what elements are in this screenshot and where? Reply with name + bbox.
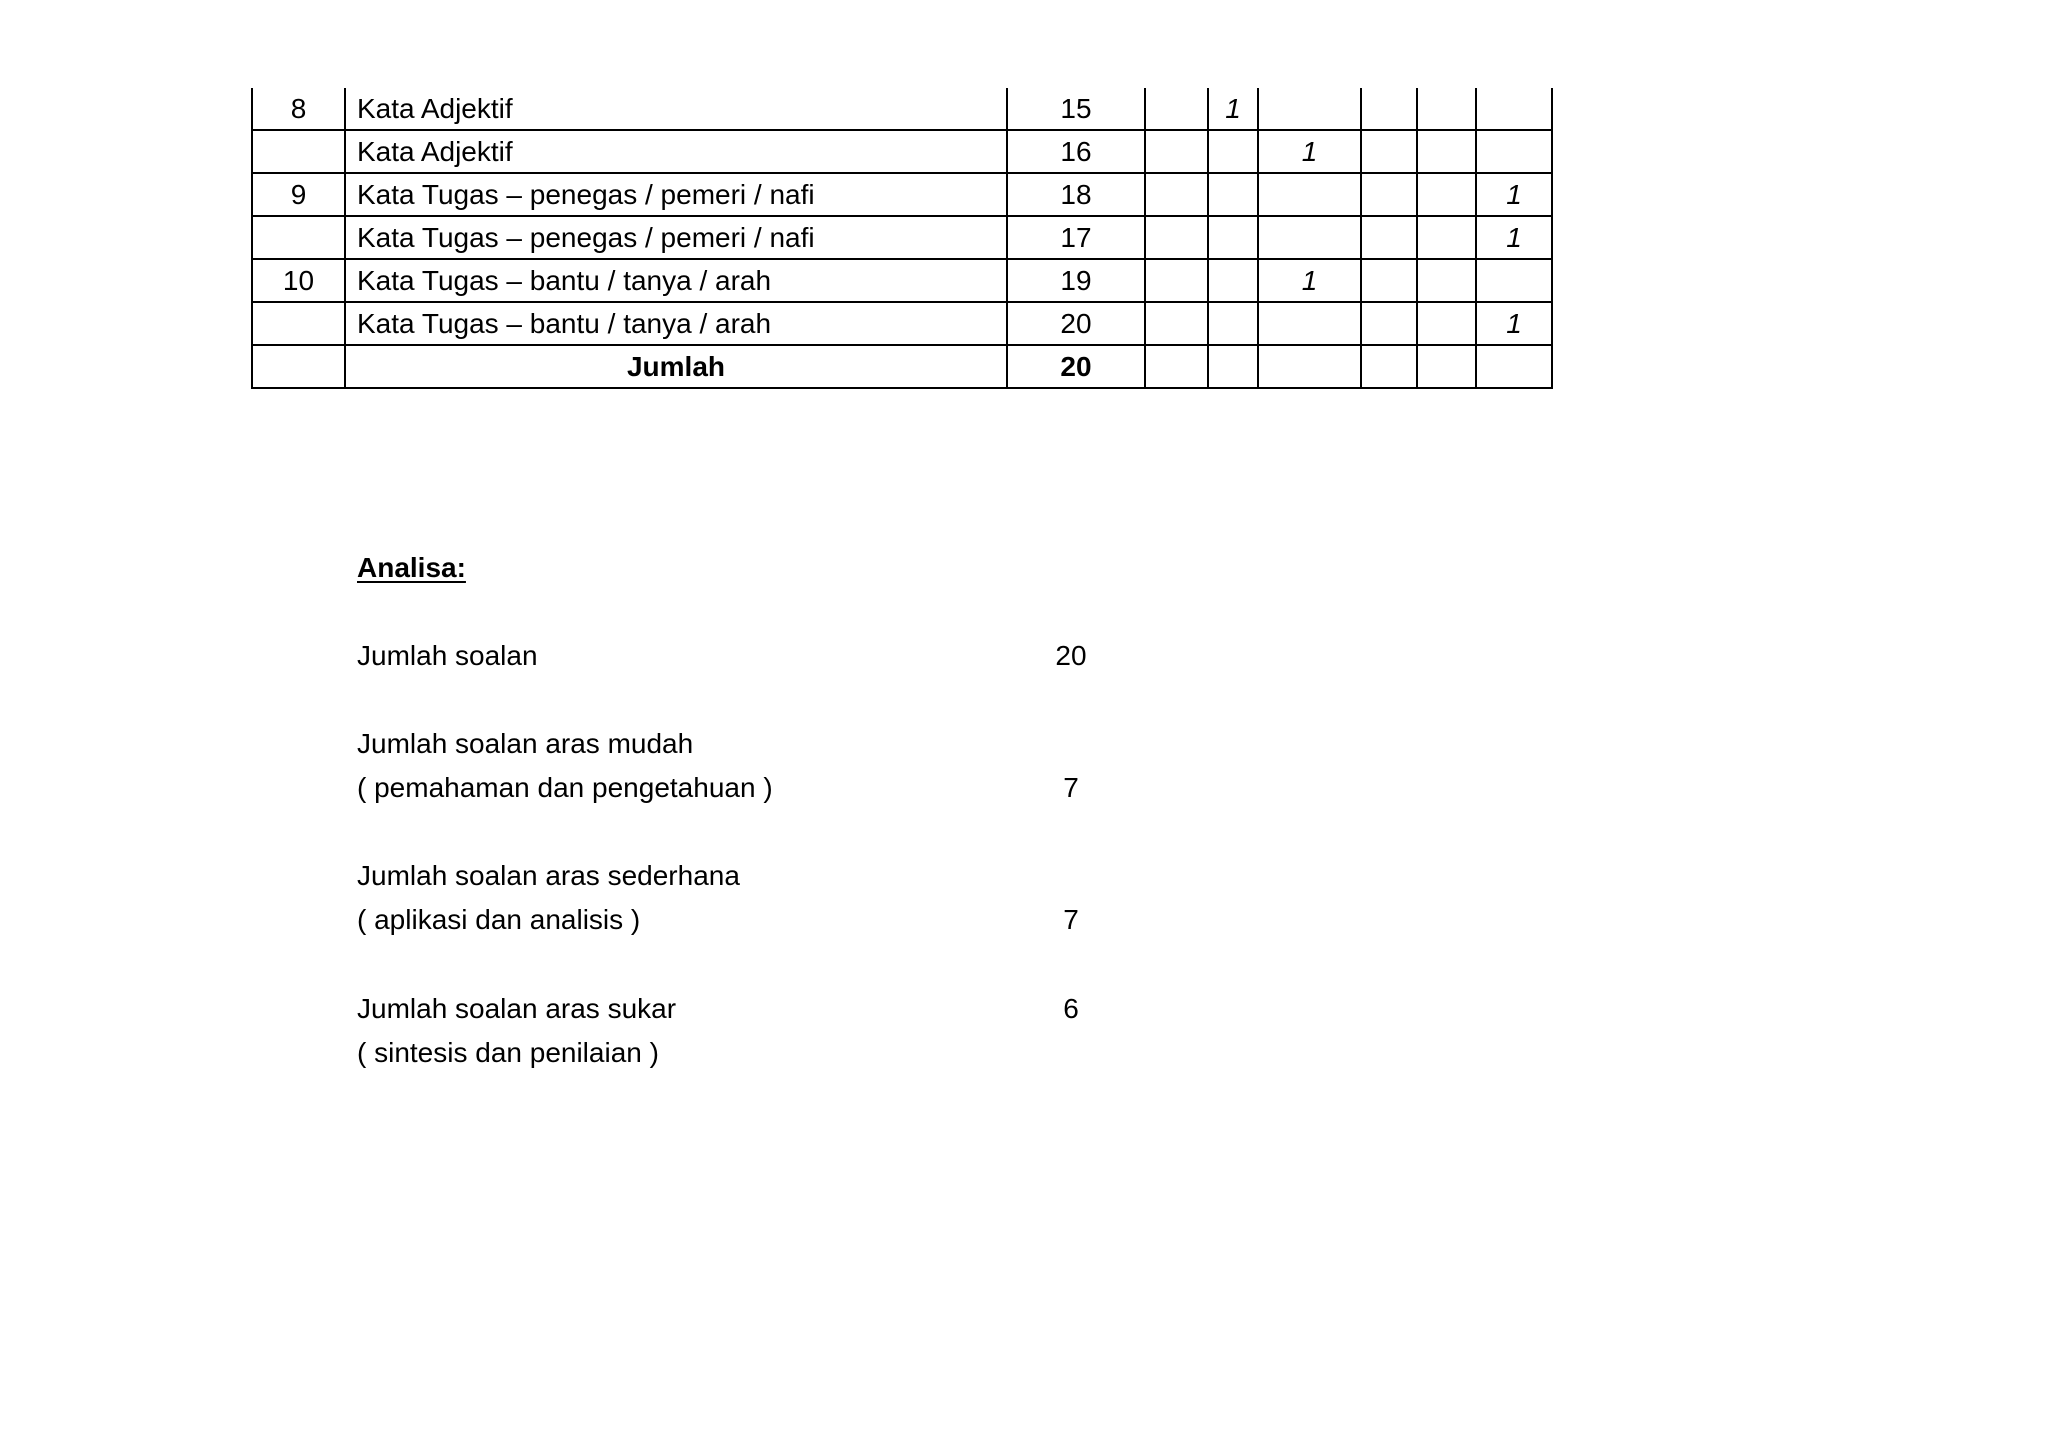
hard-questions-sub: ( sintesis dan penilaian ): [357, 1037, 659, 1068]
row-level-cell: [1361, 173, 1417, 216]
total-value: 20: [1007, 345, 1145, 388]
row-level-cell: [1258, 88, 1361, 130]
row-topic: Kata Tugas – penegas / pemeri / nafi: [345, 216, 1007, 259]
row-level-cell: [1361, 130, 1417, 173]
row-level-cell: [1258, 173, 1361, 216]
total-empty-cell: [252, 345, 345, 388]
row-level-cell: [1417, 216, 1476, 259]
row-level-cell: [1417, 130, 1476, 173]
total-empty-cell: [1476, 345, 1552, 388]
row-number: [252, 130, 345, 173]
total-questions-label: Jumlah soalan: [357, 640, 538, 671]
row-level-cell: [1417, 88, 1476, 130]
row-level-cell: 1: [1208, 88, 1258, 130]
row-level-cell: [1417, 302, 1476, 345]
row-question-number: 18: [1007, 173, 1145, 216]
row-level-cell: [1361, 88, 1417, 130]
total-label: Jumlah: [345, 345, 1007, 388]
row-question-number: 20: [1007, 302, 1145, 345]
total-empty-cell: [1258, 345, 1361, 388]
row-topic: Kata Adjektif: [345, 88, 1007, 130]
analysis-heading: Analisa:: [357, 552, 466, 583]
analysis-section: [357, 0, 1257, 1100]
row-level-cell: 1: [1258, 130, 1361, 173]
total-questions-value: 20: [1055, 640, 1087, 671]
total-empty-cell: [1417, 345, 1476, 388]
row-level-cell: 1: [1476, 216, 1552, 259]
row-level-cell: [1476, 88, 1552, 130]
row-topic: Kata Tugas – penegas / pemeri / nafi: [345, 173, 1007, 216]
row-level-cell: 1: [1476, 302, 1552, 345]
easy-questions-value: 7: [1063, 772, 1079, 803]
row-number: 9: [252, 173, 345, 216]
row-number: 8: [252, 88, 345, 130]
medium-questions-sub: ( aplikasi dan analisis ): [357, 904, 641, 935]
row-number: [252, 216, 345, 259]
hard-questions-value: 6: [1063, 993, 1079, 1024]
row-level-cell: [1361, 302, 1417, 345]
row-topic: Kata Tugas – bantu / tanya / arah: [345, 259, 1007, 302]
hard-questions-label: Jumlah soalan aras sukar: [357, 993, 677, 1024]
row-question-number: 17: [1007, 216, 1145, 259]
row-level-cell: [1361, 259, 1417, 302]
row-level-cell: [1258, 216, 1361, 259]
row-level-cell: [1361, 216, 1417, 259]
easy-questions-sub: ( pemahaman dan pengetahuan ): [357, 772, 773, 803]
row-level-cell: [1417, 259, 1476, 302]
total-empty-cell: [1361, 345, 1417, 388]
row-level-cell: [1476, 259, 1552, 302]
row-number: 10: [252, 259, 345, 302]
row-level-cell: 1: [1476, 173, 1552, 216]
medium-questions-label: Jumlah soalan aras sederhana: [357, 860, 740, 891]
row-question-number: 15: [1007, 88, 1145, 130]
row-topic: Kata Tugas – bantu / tanya / arah: [345, 302, 1007, 345]
row-number: [252, 302, 345, 345]
row-level-cell: [1258, 302, 1361, 345]
medium-questions-value: 7: [1063, 904, 1079, 935]
row-level-cell: [1417, 173, 1476, 216]
row-question-number: 16: [1007, 130, 1145, 173]
row-question-number: 19: [1007, 259, 1145, 302]
row-level-cell: 1: [1258, 259, 1361, 302]
easy-questions-label: Jumlah soalan aras mudah: [357, 728, 694, 759]
row-topic: Kata Adjektif: [345, 130, 1007, 173]
row-level-cell: [1476, 130, 1552, 173]
